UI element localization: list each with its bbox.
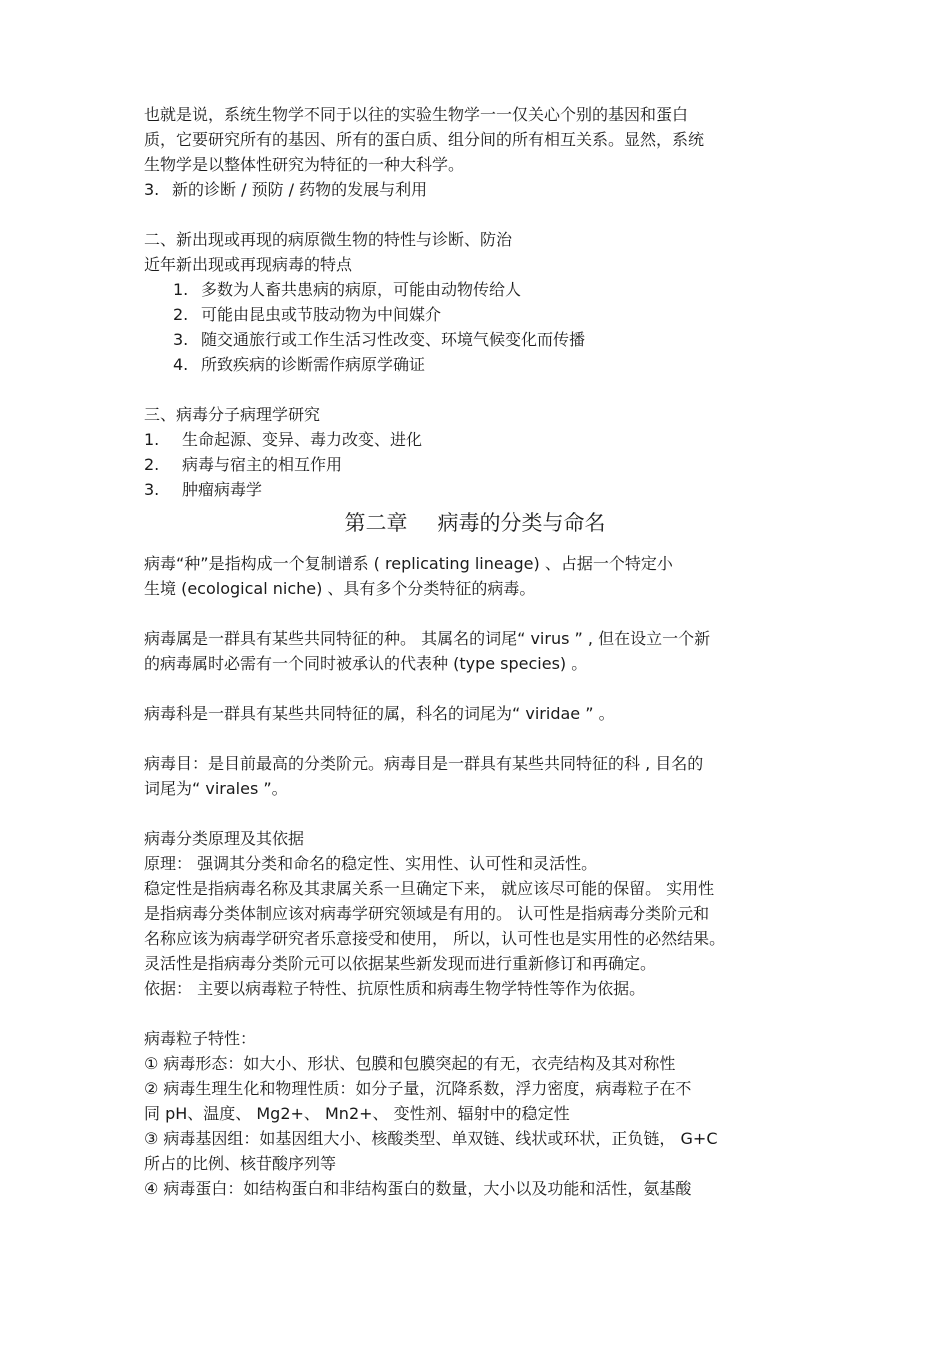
list-item: [173, 304, 441, 326]
list-text: 肿瘤病毒学: [182, 480, 263, 499]
list-item: [173, 329, 585, 351]
particle-item: 同 pH、温度、 Mg2+、 Mn2+、 变性剂、辐射中的稳定性: [144, 1104, 570, 1123]
section-heading: 二、新出现或再现的病原微生物的特性与诊断、防治: [144, 230, 513, 249]
species-definition: 生境 (ecological niche) 、具有多个分类特征的病毒。: [144, 579, 536, 598]
list-text: 新的诊断 / 预防 / 药物的发展与利用: [172, 180, 428, 199]
particle-heading: 病毒粒子特性：: [144, 1029, 257, 1048]
chapter-label: 第二章: [344, 511, 408, 535]
list-number: 2.: [144, 455, 160, 474]
list-number: 3.: [144, 180, 160, 199]
list-number: 3.: [173, 330, 189, 349]
intro-list-item: [144, 179, 427, 201]
list-text: 随交通旅行或工作生活习性改变、环境气候变化而传播: [201, 330, 586, 349]
intro-line: 质，它要研究所有的基因、所有的蛋白质、组分间的所有相互关系。显然，系统: [144, 130, 705, 149]
list-number: 4.: [173, 355, 189, 374]
list-item: [144, 454, 342, 476]
list-text: 生命起源、变异、毒力改变、进化: [182, 430, 423, 449]
particle-item: ④ 病毒蛋白：如结构蛋白和非结构蛋白的数量，大小以及功能和活性，氨基酸: [144, 1179, 692, 1198]
principle-text: 是指病毒分类体制应该对病毒学研究领域是有用的。 认可性是指病毒分类阶元和: [144, 904, 710, 923]
particle-item: ① 病毒形态：如大小、形状、包膜和包膜突起的有无，衣壳结构及其对称性: [144, 1054, 676, 1073]
list-item: [173, 354, 425, 376]
list-number: 1.: [144, 430, 160, 449]
principle-text: 原理： 强调其分类和命名的稳定性、实用性、认可性和灵活性。: [144, 854, 598, 873]
basis-text: 依据： 主要以病毒粒子特性、抗原性质和病毒生物学特性等作为依据。: [144, 979, 646, 998]
list-text: 可能由昆虫或节肢动物为中间媒介: [201, 305, 442, 324]
principle-text: 名称应该为病毒学研究者乐意接受和使用， 所以，认可性也是实用性的必然结果。: [144, 929, 726, 948]
intro-line: 生物学是以整体性研究为特征的一种大科学。: [144, 155, 465, 174]
chapter-name: 病毒的分类与命名: [437, 511, 606, 535]
intro-line: 也就是说，系统生物学不同于以往的实验生物学一一仅关心个别的基因和蛋白: [144, 105, 689, 124]
list-text: 所致疾病的诊断需作病原学确证: [201, 355, 426, 374]
principle-heading: 病毒分类原理及其依据: [144, 829, 305, 848]
section-subheading: 近年新出现或再现病毒的特点: [144, 255, 353, 274]
particle-item: ② 病毒生理生化和物理性质：如分子量，沉降系数，浮力密度，病毒粒子在不: [144, 1079, 692, 1098]
particle-item: 所占的比例、核苷酸序列等: [144, 1154, 337, 1173]
principle-text: 稳定性是指病毒名称及其隶属关系一旦确定下来， 就应该尽可能的保留。 实用性: [144, 879, 715, 898]
particle-item: ③ 病毒基因组：如基因组大小、核酸类型、单双链、线状或环状，正负链， G+C: [144, 1129, 718, 1148]
list-text: 多数为人畜共患病的病原，可能由动物传给人: [201, 280, 522, 299]
genus-definition: 病毒属是一群具有某些共同特征的种。 其属名的词尾“ virus ” , 但在设立一个新: [144, 629, 711, 648]
list-item: [144, 429, 422, 451]
list-item: [173, 279, 521, 301]
principle-text: 灵活性是指病毒分类阶元可以依据某些新发现而进行重新修订和再确定。: [144, 954, 657, 973]
list-number: 1.: [173, 280, 189, 299]
chapter-title: [0, 508, 950, 538]
list-text: 病毒与宿主的相互作用: [182, 455, 343, 474]
list-item: [144, 479, 262, 501]
species-definition: 病毒“种”是指构成一个复制谱系 ( replicating lineage) 、占据一个特定小: [144, 554, 673, 573]
order-definition: 病毒目：是目前最高的分类阶元。病毒目是一群具有某些共同特征的科 , 目名的: [144, 754, 704, 773]
family-definition: 病毒科是一群具有某些共同特征的属，科名的词尾为“ viridae ” 。: [144, 704, 615, 723]
list-number: 2.: [173, 305, 189, 324]
list-number: 3.: [144, 480, 160, 499]
section-heading: 三、病毒分子病理学研究: [144, 405, 321, 424]
order-definition: 词尾为“ virales ”。: [144, 779, 288, 798]
genus-definition: 的病毒属时必需有一个同时被承认的代表种 (type species) 。: [144, 654, 588, 673]
